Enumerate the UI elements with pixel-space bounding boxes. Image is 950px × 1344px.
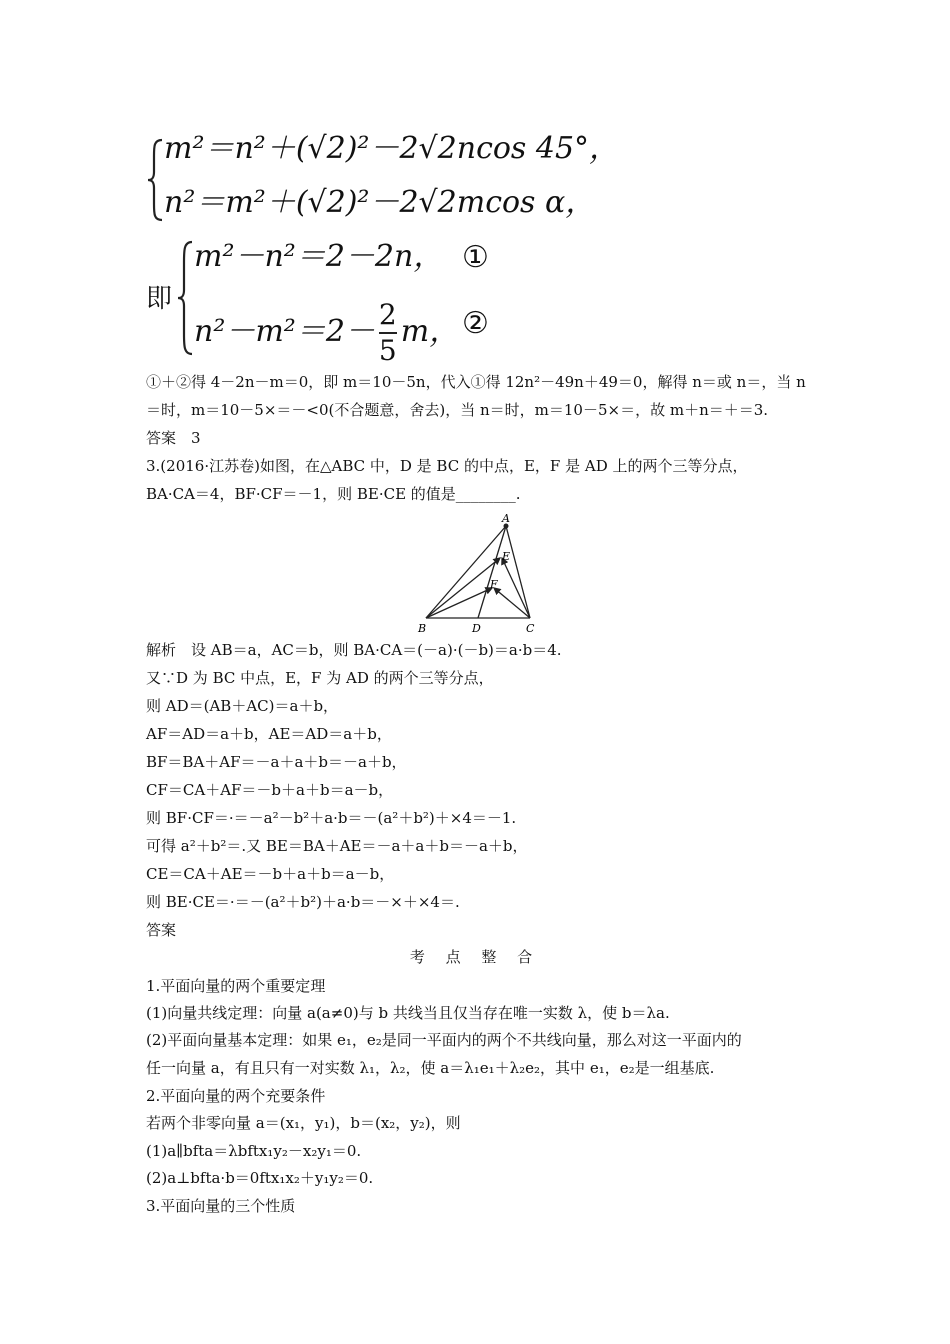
solution-line-3: 则 AD＝(AB＋AC)＝a＋b， <box>146 697 339 715</box>
vector-ce <box>502 558 530 618</box>
knowledge-line-1: 1.平面向量的两个重要定理 <box>146 977 326 995</box>
label-b: B <box>418 622 427 635</box>
solution-line-1: 解析 设 AB＝a，AC＝b，则 BA·CA＝(－a)·(－b)＝a·b＝4. <box>146 641 562 659</box>
left-brace-2 <box>176 240 196 356</box>
knowledge-line-4: 任一向量 a，有且只有一对实数 λ₁，λ₂，使 a＝λ₁e₁＋λ₂e₂，其中 e₁，e₂是一组基底. <box>146 1059 715 1077</box>
label-e: E <box>502 550 511 563</box>
solution-line-9: CE＝CA＋AE＝－b＋a＋b＝a－b， <box>146 865 395 883</box>
para-2: ＝时，m＝10－5×＝－<0(不合题意，舍去)，当 n＝时，m＝10－5×＝，故 m＋n＝＋＝3. <box>146 401 769 419</box>
side-ab <box>426 526 506 618</box>
solution-line-10: 则 BE·CE＝·＝－(a²＋b²)＋a·b＝－×＋×4＝. <box>146 893 460 911</box>
knowledge-line-7: (1)a∥bftа＝λbftx₁y₂－x₂y₁＝0. <box>146 1142 362 1160</box>
knowledge-line-8: (2)a⊥bftа·b＝0ftx₁x₂＋y₁y₂＝0. <box>146 1169 374 1187</box>
equation-line-4 <box>194 300 459 366</box>
solution-line-5: BF＝BA＋AF＝－a＋a＋b＝－a＋b， <box>146 753 407 771</box>
fraction-numerator: 2 <box>378 298 397 331</box>
vector-cf <box>494 588 530 618</box>
answer-1: 答案 3 <box>146 429 201 447</box>
marker-1: ① <box>462 240 489 275</box>
knowledge-line-5: 2.平面向量的两个充要条件 <box>146 1087 326 1105</box>
equation-line-2: n²＝m²＋(√2)²－2√2mcos α， <box>164 185 596 220</box>
equation-line-1: m²＝n²＋(√2)²－2√2ncos 45°， <box>164 131 620 166</box>
fraction-denominator: 5 <box>378 334 397 367</box>
section-title: 考 点 整 合 <box>409 948 541 966</box>
label-d: D <box>472 622 481 635</box>
answer-2: 答案 <box>146 921 177 939</box>
equation-line-3: m²－n²＝2－2n， <box>194 239 444 274</box>
knowledge-line-9: 3.平面向量的三个性质 <box>146 1197 296 1215</box>
label-a: A <box>502 512 510 525</box>
question-3-line-2: BA·CA＝4，BF·CF＝－1，则 BE·CE 的值是________. <box>146 485 521 503</box>
solution-line-6: CF＝CA＋AF＝－b＋a＋b＝a－b， <box>146 781 394 799</box>
vector-be <box>426 558 500 618</box>
question-3-line-1: 3.(2016·江苏卷)如图，在△ABC 中，D 是 BC 的中点，E，F 是 AD 上的两个三等分点， <box>146 457 748 475</box>
fraction <box>379 300 397 366</box>
left-brace-1 <box>146 138 166 222</box>
solution-line-4: AF＝AD＝a＋b，AE＝AD＝a＋b， <box>146 725 392 743</box>
marker-2: ② <box>462 306 489 341</box>
knowledge-line-3: (2)平面向量基本定理：如果 e₁，e₂是同一平面内的两个不共线向量，那么对这一平面内的 <box>146 1031 742 1049</box>
solution-line-8: 可得 a²＋b²＝.又 BE＝BA＋AE＝－a＋a＋b＝－a＋b， <box>146 837 528 855</box>
side-ac <box>506 526 530 618</box>
equation-line-4-left: n²－m²＝2－ <box>194 314 375 349</box>
triangle-figure <box>410 512 550 636</box>
para-1: ①＋②得 4－2n－m＝0，即 m＝10－5n，代入①得 12n²－49n＋49＝0，解得 n＝或 n＝，当 n <box>146 373 806 391</box>
solution-line-2: 又∵D 为 BC 中点，E，F 为 AD 的两个三等分点， <box>146 669 494 687</box>
equation-line-4-right: m， <box>400 314 460 349</box>
label-c: C <box>526 622 535 635</box>
ji-prefix: 即 <box>146 284 173 314</box>
label-f: F <box>490 578 498 591</box>
solution-line-7: 则 BF·CF＝·＝－a²－b²＋a·b＝－(a²＋b²)＋×4＝－1. <box>146 809 517 827</box>
knowledge-line-6: 若两个非零向量 a＝(x₁，y₁)，b＝(x₂，y₂)，则 <box>146 1114 461 1132</box>
knowledge-line-2: (1)向量共线定理：向量 a(a≠0)与 b 共线当且仅当存在唯一实数 λ，使 b＝λa. <box>146 1004 670 1022</box>
